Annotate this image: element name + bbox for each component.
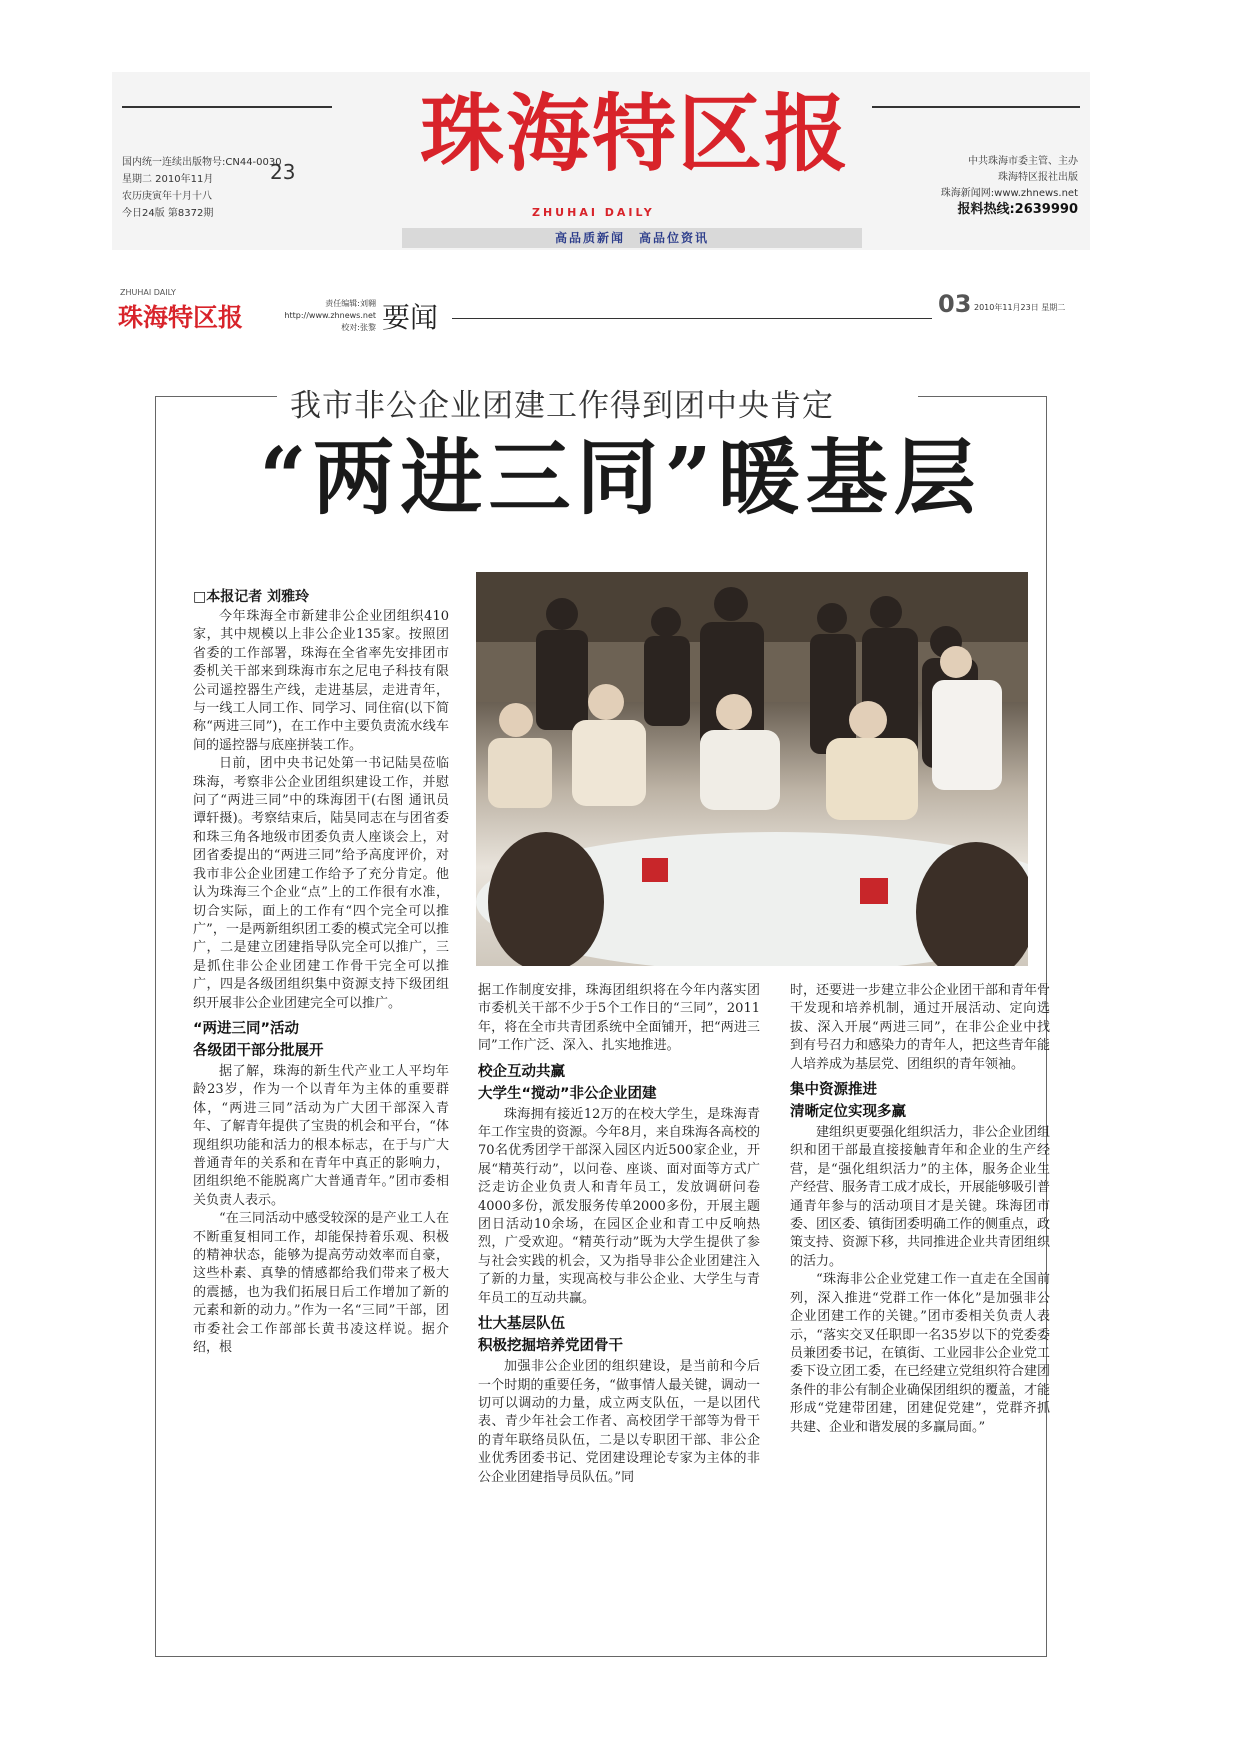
section-name: 要闻 <box>382 301 439 334</box>
paragraph: “珠海非公企业党建工作一直走在全国前列，深入推进“党群工作一体化”是加强非公企业团建工作的关键。”团市委相关负责人表示，“落实交叉任职即一名35岁以下的党委委员兼团委书记，在镇街、工业园非公企业党工委下设立团工委，在已经建立党组织符合建团条件的非公有制企业确保团组织的覆盖，才能形成“党建带团建，团建促党建”，党群齐抓共建、企业和谐发展的多赢局面。” <box>790 1272 1051 1435</box>
newspaper-title: 珠海特区报 <box>419 84 850 183</box>
article-column-1 <box>193 608 449 1357</box>
article-column-3 <box>790 982 1050 1437</box>
masthead <box>112 72 1090 250</box>
article-subhead: 我市非公企业团建工作得到团中央肯定 <box>280 380 844 425</box>
paragraph: “在三同活动中感受较深的是产业工人在不断重复相同工作，却能保持着乐观、积极的精神状态，能够为提高劳动效率而自豪，这些朴素、真挚的情感都给我们带来了极大的震撼，也为我们拓展日后工作增加了新的元素和新的动力。”作为一名“三同”干部，团市委社会工作部部长黄书凌这样说。据介绍，根 <box>193 1211 449 1356</box>
newspaper-english-name: ZHUHAI DAILY <box>532 206 655 219</box>
paragraph: 加强非公企业团的组织建设，是当前和今后一个时期的重要任务，“做事情人最关键，调动一切可以调动的力量，成立两支队伍，一是以团代表、青少年社会工作者、高校团学干部等为骨干的青年联络员队伍，二是以专职团干部、非公企业优秀团委书记、党团建设理论专家为主体的非公企业团建指导员队伍。”同 <box>478 1359 760 1485</box>
hotline: 报料热线:2639990 <box>957 202 1078 217</box>
subsection-heading: 集中资源推进 <box>790 1082 877 1099</box>
section-rule <box>452 318 932 319</box>
section-english-name: ZHUHAI DAILY <box>120 288 176 297</box>
issue-number: 今日24版 第8372期 <box>122 208 214 219</box>
section-logo: 珠海特区报 <box>118 303 244 332</box>
proofreader-line: 校对:张黎 <box>341 323 376 332</box>
issue-lunar-date: 农历庚寅年十月十八 <box>122 191 212 202</box>
issue-registration: 国内统一连续出版物号:CN44-0030 <box>122 157 282 168</box>
issue-day: 23 <box>270 160 296 184</box>
masthead-rule-left <box>122 106 332 108</box>
paragraph: 据工作制度安排，珠海团组织将在今年内落实团市委机关干部不少于5个工作日的“三同”，2011年，将在全市共青团系统中全面铺开，把“两进三同”工作广泛、深入、扎实地推进。 <box>478 983 760 1054</box>
subsection-heading: 校企互动共赢 <box>478 1063 565 1080</box>
masthead-publisher-info <box>941 154 1078 219</box>
photo-illustration <box>476 572 1028 966</box>
article-headline: “两进三同”暖基层 <box>259 430 982 526</box>
article-byline: □本报记者 刘雅玲 <box>193 589 310 605</box>
masthead-issue-info <box>122 154 296 222</box>
newspaper-slogan: 高品质新闻 高品位资讯 <box>402 228 862 248</box>
subsection-heading: 积极挖掘培养党团骨干 <box>478 1338 623 1355</box>
paragraph: 今年珠海全市新建非公企业团组织410家，其中规模以上非公企业135家。按照团省委的工作部署，珠海在全省率先安排团市委机关干部来到珠海市东之尼电子科技有限公司遥控器生产线，走进基层，走进青年，与一线工人同工作、同学习、同住宿(以下简称“两进三同”)，在工作中主要负责流水线车间的遥控器与底座拼装工作。 <box>193 609 449 753</box>
paragraph: 日前，团中央书记处第一书记陆昊莅临珠海，考察非公企业团组织建设工作，并慰问了“两进三同”中的珠海团干(右图 通讯员 谭轩摄)。考察结束后，陆昊同志在与团省委和珠三角各地级市团委负责人座谈会上，对团省委提出的“两进三同”给予高度评价，对我市非公企业团建工作给予了充分肯定。他认为珠海三个企业“点”上的工作很有水准，切合实际，面上的工作有“四个完全可以推广”，一是两新组织团工委的模式完全可以推广，二是建立团建指导队完全可以推广，三是抓住非公企业团建工作骨干完全可以推广，四是各级团组织集中资源支持下级团组织开展非公企业团建完全可以推广。 <box>193 756 449 1011</box>
issue-weekday-date: 星期二 2010年11月 <box>122 174 214 185</box>
section-header <box>112 278 1090 338</box>
article-column-2 <box>478 982 760 1487</box>
paragraph: 建组织更要强化组织活力，非公企业团组织和团干部最直接接触青年和企业的生产经营，是“强化组织活力”的主体，服务企业生产经营、服务青工成才成长，开展能够吸引普通青年参与的活动项目才是关键。珠海团市委、团区委、镇街团委明确工作的侧重点，政策支持、资源下移，共同推进企业共青团组织的活力。 <box>790 1125 1051 1269</box>
page-number: 03 <box>938 290 972 318</box>
subsection-heading: “两进三同”活动 <box>193 1020 300 1037</box>
publisher-line: 珠海特区报社出版 <box>998 172 1078 183</box>
paragraph: 珠海拥有接近12万的在校大学生，是珠海青年工作宝贵的资源。今年8月，来自珠海各高校的70名优秀团学干部深入园区内近500家企业，开展“精英行动”，以问卷、座谈、面对面等方式广泛走访企业负责人和青年员工，发放调研问卷4000多份，派发服务传单2000多份，开展主题团日活动10余场，在园区企业和青工中反响热烈，广受欢迎。“精英行动”既为大学生提供了参与社会实践的机会，又为指导非公企业团建注入了新的力量，实现高校与非公企业、大学生与青年员工的互动共赢。 <box>478 1106 760 1306</box>
publisher-line: 中共珠海市委主管、主办 <box>968 156 1078 167</box>
subsection-heading: 各级团干部分批展开 <box>193 1042 324 1059</box>
subsection-heading: 清晰定位实现多赢 <box>790 1104 906 1121</box>
editor-line: 责任编辑:刘翱 <box>325 299 376 308</box>
page-date: 2010年11月23日 星期二 <box>974 303 1066 312</box>
article-photo <box>476 572 1028 966</box>
section-editor-info <box>264 298 376 334</box>
paragraph: 时，还要进一步建立非公企业团干部和青年骨干发现和培养机制，通过开展活动、定向选拔、深入开展“两进三同”，在非公企业中找到有号召力和感染力的青年人，把这些青年能人培养成为基层党、团组织的青年领袖。 <box>790 983 1051 1072</box>
paragraph: 据了解，珠海的新生代产业工人平均年龄23岁，作为一个以青年为主体的重要群体，“两进三同”活动为广大团干部深入青年、了解青年提供了宝贵的机会和平台，“体现组织功能和活力的根本标志，在于与广大普通青年的关系和在青年中真正的影响力，团组织绝不能脱离广大普通青年。”团市委相关负责人表示。 <box>193 1063 449 1208</box>
subsection-heading: 壮大基层队伍 <box>478 1316 565 1333</box>
website-line: 珠海新闻网:www.zhnews.net <box>940 188 1078 199</box>
subsection-heading: 大学生“搅动”非公企业团建 <box>478 1085 657 1102</box>
website-line: http://www.zhnews.net <box>284 311 376 320</box>
